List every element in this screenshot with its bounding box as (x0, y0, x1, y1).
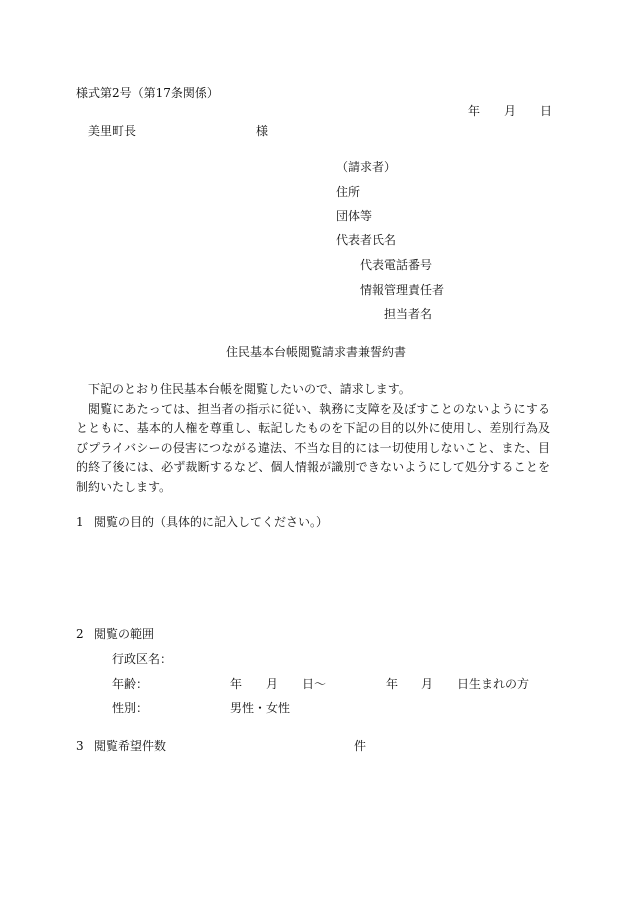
phone-label: 代表電話番号 (360, 258, 433, 272)
info-manager-label: 情報管理責任者 (360, 283, 445, 297)
body-paragraph-1: 下記のとおり住民基本台帳を閲覧したいので、請求します。 (88, 382, 411, 396)
section-1-label: 閲覧の目的（具体的に記入してください。） (94, 515, 329, 529)
age-to-year: 年 (386, 677, 399, 691)
age-from-month: 月 (266, 677, 279, 691)
date-year: 年 (468, 104, 481, 118)
age-to-day: 日生まれの方 (457, 677, 530, 691)
section-3-number: 3 (76, 739, 84, 753)
section-3-label: 閲覧希望件数 (94, 739, 167, 753)
date-month: 月 (504, 104, 517, 118)
document-title: 住民基本台帳閲覧請求書兼誓約書 (226, 345, 407, 359)
sex-options: 男性・女性 (230, 701, 291, 715)
requester-heading: （請求者） (336, 160, 397, 174)
section-2-label: 閲覧の範囲 (94, 627, 155, 641)
addressee-name: 美里町長 (88, 124, 137, 138)
organization-label: 団体等 (336, 209, 373, 223)
address-label: 住所 (336, 185, 361, 199)
section-3-unit: 件 (354, 739, 367, 753)
age-from-day: 日～ (302, 677, 327, 691)
age-label: 年齢： (112, 677, 149, 691)
age-from-year: 年 (230, 677, 243, 691)
section-1-number: 1 (76, 515, 84, 529)
representative-label: 代表者氏名 (336, 233, 397, 247)
sex-label: 性別： (112, 701, 149, 715)
district-label: 行政区名： (112, 652, 173, 666)
body-text (76, 380, 550, 497)
section-2-number: 2 (76, 627, 84, 641)
addressee-honorific: 様 (256, 124, 269, 138)
age-to-month: 月 (421, 677, 434, 691)
date-day: 日 (540, 104, 553, 118)
contact-person-label: 担当者名 (384, 307, 433, 321)
form-number: 様式第2号（第17条関係） (76, 86, 219, 100)
body-paragraph-2: 閲覧にあたっては、担当者の指示に従い、執務に支障を及ぼすことのないようにするとともに、基本的人権を尊重し、転記したものを下記の目的以外に使用し、差別行為及びプライバシーの侵害につながる違法、不当な目的には一切使用しないこと、また、目的終了後には、必ず裁断するなど、個人情報が識別できないようにして処分することを制約いたします。 (76, 401, 550, 494)
